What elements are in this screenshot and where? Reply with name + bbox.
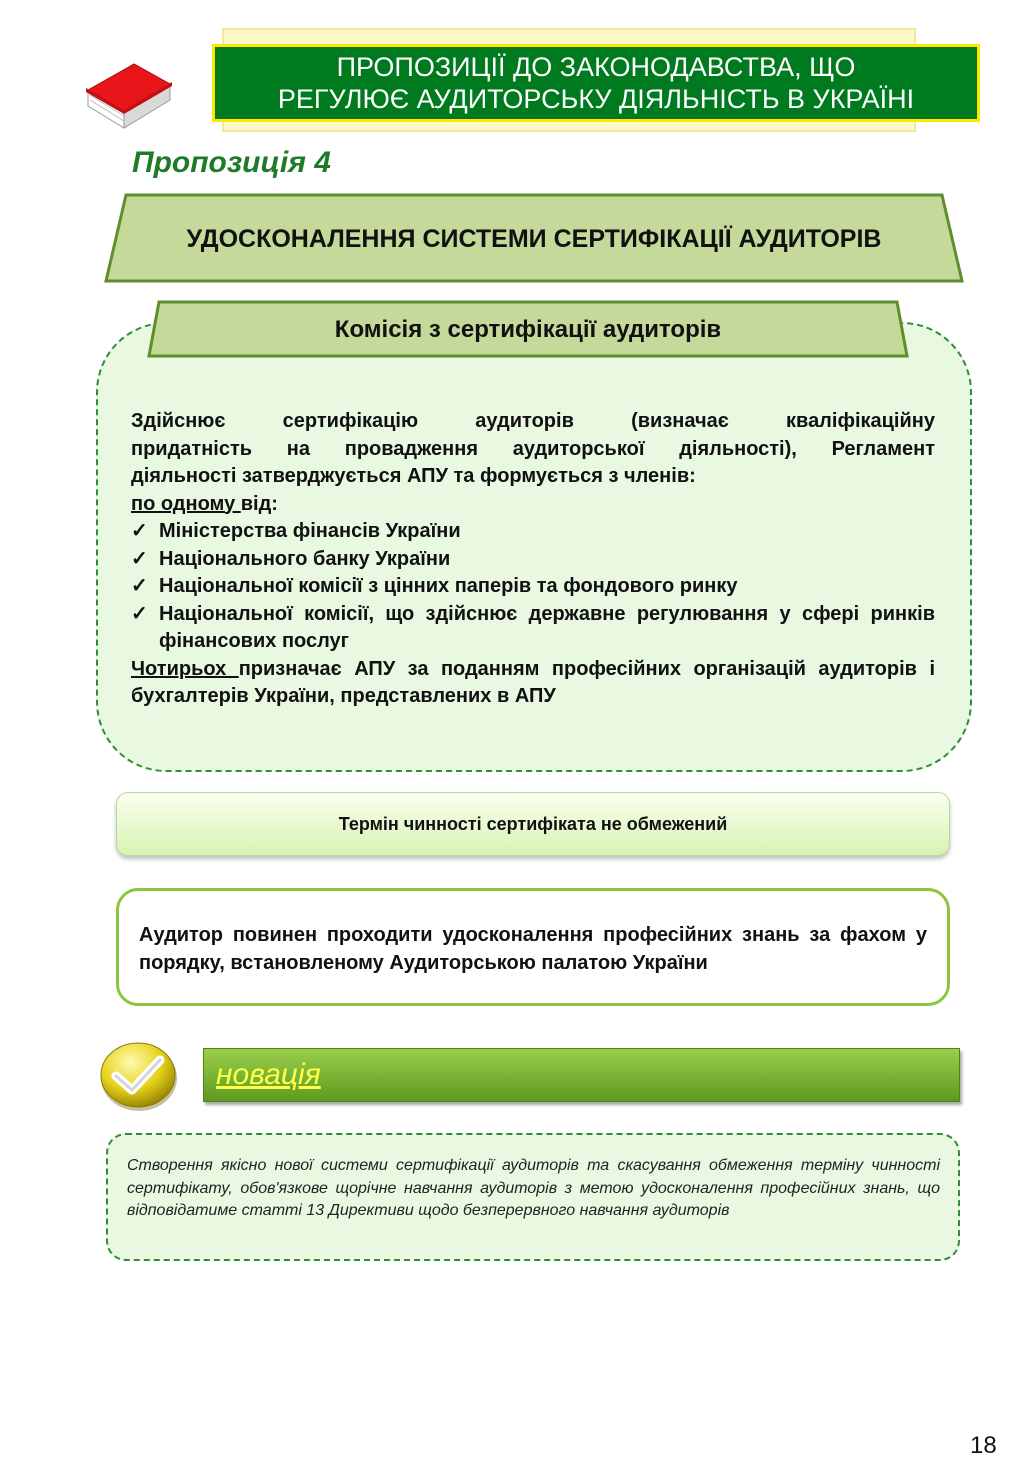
auditor-note: Аудитор повинен проходити удосконалення професійних знань за фахом у порядку, встановленому Аудиторською палатою України (139, 924, 927, 974)
list-item (131, 546, 935, 574)
novation-label: новація (216, 1058, 321, 1091)
proposal-subtitle: Пропозиція 4 (132, 146, 331, 179)
one-each-line (131, 491, 935, 519)
check-icon (98, 1038, 180, 1114)
member-item: Національної комісії з цінних паперів та фондового ринку (159, 575, 738, 597)
one-each-rest: від: (240, 492, 278, 515)
checkmark-icon: ✓ (131, 575, 148, 597)
checkmark-icon: ✓ (131, 547, 148, 570)
intro-line-3: діяльності затверджується АПУ та формується з членів: (131, 465, 696, 487)
header-title-line2: РЕГУЛЮЄ АУДИТОРСЬКУ ДІЯЛЬНІСТЬ В УКРАЇНІ (277, 84, 915, 114)
page-number: 18 (970, 1432, 997, 1459)
member-item: Національного банку України (159, 547, 451, 570)
commission-description (131, 408, 935, 711)
checkmark-icon: ✓ (131, 602, 148, 625)
checkmark-icon: ✓ (131, 520, 148, 542)
term-note: Термін чинності сертифіката не обмежений (116, 792, 950, 856)
auditor-note-box (116, 888, 950, 1006)
intro-line-1: Здійснює сертифікацію аудиторів (визначає кваліфікаційну (131, 410, 935, 432)
member-item: Міністерства фінансів України (159, 520, 461, 542)
four-underlined: Чотирьох (131, 657, 239, 680)
commission-title: Комісія з сертифікації аудиторів (334, 316, 722, 343)
novation-description: Створення якісно нової системи сертифікації аудиторів та скасування обмеження терміну чинності сертифікату, обов'язкове щорічне навчання аудиторів з метою удосконалення професійних знань, що відповідатиме статті 13 Директиви щодо безперервного навчання аудиторів (127, 1157, 940, 1219)
one-each-underlined: по одному (131, 492, 241, 515)
section-title: УДОСКОНАЛЕННЯ СИСТЕМИ СЕРТИФІКАЦІЇ АУДИТОРІВ (186, 224, 882, 253)
header-title-line1: ПРОПОЗИЦІЇ ДО ЗАКОНОДАВСТВА, ЩО (336, 52, 856, 82)
intro-line-2: придатність на провадження аудиторської діяльності), Регламент (131, 437, 935, 460)
list-item (131, 573, 935, 601)
four-members-line (131, 656, 935, 711)
list-item (131, 518, 935, 546)
list-item (131, 601, 935, 656)
member-item: Національної комісії, що здійснює державне регулювання у сфері ринків фінансових послуг (159, 602, 935, 652)
four-rest: призначає АПУ за поданням професійних організацій аудиторів і бухгалтерів України, представлених в АПУ (131, 657, 935, 707)
page-header (212, 44, 980, 122)
red-book-icon (82, 50, 174, 134)
